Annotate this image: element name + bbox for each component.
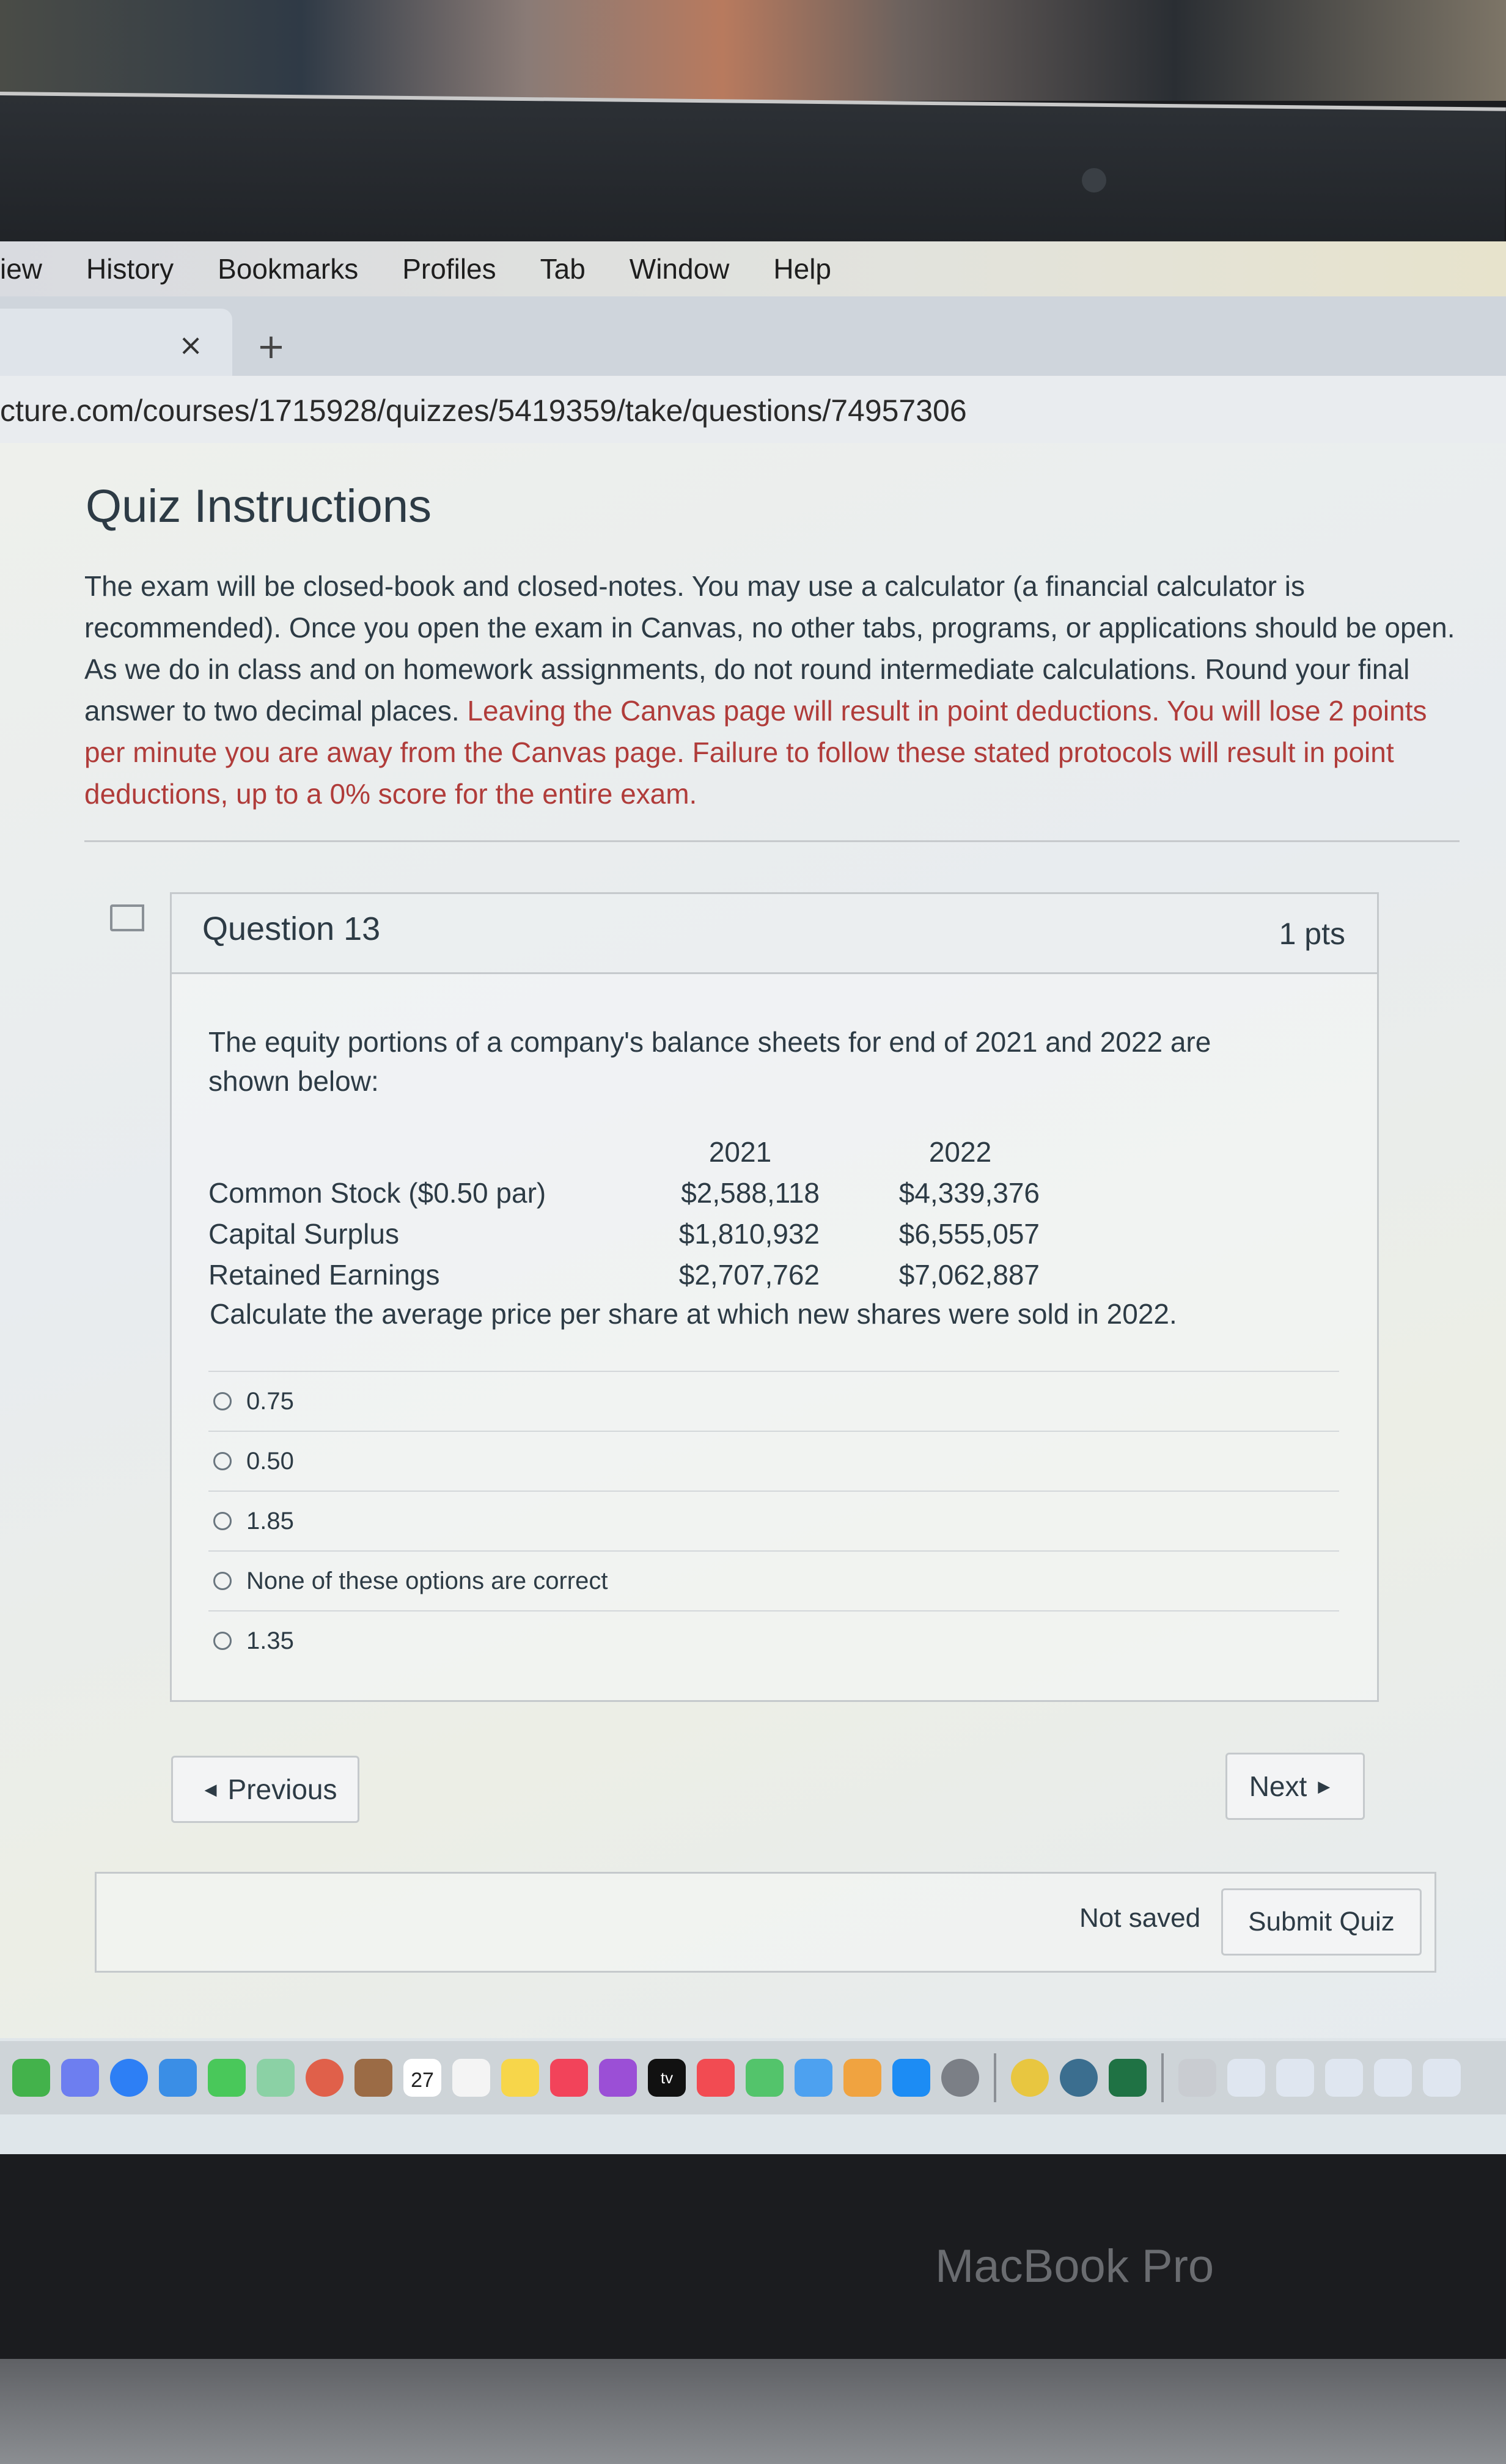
radio-button[interactable] xyxy=(213,1632,232,1650)
chevron-right-icon: ▶ xyxy=(1318,1777,1331,1795)
answer-option[interactable] xyxy=(208,1491,1339,1550)
answer-label[interactable]: 1.35 xyxy=(246,1627,294,1654)
menu-window[interactable]: Window xyxy=(629,253,730,285)
dock xyxy=(0,2041,1506,2114)
minimized-window-icon[interactable] xyxy=(1423,2059,1461,2097)
pages-icon[interactable] xyxy=(843,2059,881,2097)
contacts-icon[interactable] xyxy=(354,2059,392,2097)
question-card xyxy=(170,892,1379,1702)
music-icon[interactable] xyxy=(550,2059,588,2097)
maps-icon[interactable] xyxy=(257,2059,295,2097)
system-settings-icon[interactable] xyxy=(941,2059,979,2097)
question-text: The equity portions of a company's balance sheets for end of 2021 and 2022 are shown below: xyxy=(208,1026,1211,1097)
browser-tab[interactable] xyxy=(0,309,232,376)
url-text[interactable]: cture.com/courses/1715928/quizzes/5419359/take/questions/74957306 xyxy=(0,394,967,428)
quiz-instructions-text xyxy=(84,565,1466,815)
zoom-icon[interactable] xyxy=(1060,2059,1098,2097)
calendar-icon[interactable]: 27 xyxy=(403,2059,441,2097)
table-row xyxy=(208,1258,1186,1299)
question-title: Question 13 xyxy=(202,911,381,947)
table-header-row xyxy=(208,1135,1186,1176)
minimized-window-icon[interactable] xyxy=(1325,2059,1363,2097)
minimized-window-icon[interactable] xyxy=(1227,2059,1265,2097)
minimized-window-icon[interactable] xyxy=(1276,2059,1314,2097)
submit-bar xyxy=(95,1872,1436,1973)
radio-button[interactable] xyxy=(213,1572,232,1590)
downloads-icon[interactable] xyxy=(1178,2059,1216,2097)
radio-button[interactable] xyxy=(213,1452,232,1470)
address-bar[interactable] xyxy=(0,376,1506,444)
answer-option[interactable] xyxy=(208,1371,1339,1431)
instructions-normal: The exam will be closed-book and closed-notes. You may use a calculator (a financial calculator is recommended). Once you open the exam in Canvas, no other tabs, programs, or applications should be open. As we do in class and on homework assignments, do not round intermediate calculations. Round your final answer to two decimal places. xyxy=(84,570,1455,727)
row-label: Capital Surplus xyxy=(208,1218,399,1250)
menu-bookmarks[interactable]: Bookmarks xyxy=(218,253,359,285)
value-2021: $2,707,762 xyxy=(678,1259,820,1291)
news-icon[interactable] xyxy=(697,2059,735,2097)
radio-button[interactable] xyxy=(213,1392,232,1410)
camera xyxy=(1082,168,1106,193)
screen xyxy=(0,241,1506,2154)
question-header xyxy=(172,894,1377,974)
previous-label: Previous xyxy=(227,1773,337,1805)
previous-button[interactable] xyxy=(171,1756,359,1823)
answer-label[interactable]: 0.50 xyxy=(246,1447,294,1475)
question-points: 1 pts xyxy=(1279,917,1345,951)
safari-icon[interactable] xyxy=(110,2059,148,2097)
next-button[interactable] xyxy=(1225,1753,1365,1820)
submit-quiz-button[interactable]: Submit Quiz xyxy=(1221,1888,1422,1956)
value-2021: $2,588,118 xyxy=(681,1177,820,1209)
quiz-instructions-title: Quiz Instructions xyxy=(86,480,432,532)
divider xyxy=(84,840,1460,842)
table-header-2021: 2021 xyxy=(708,1136,772,1168)
background-room xyxy=(0,0,1506,101)
menu-tab[interactable]: Tab xyxy=(540,253,586,285)
notes-icon[interactable] xyxy=(501,2059,539,2097)
save-status: Not saved xyxy=(1079,1903,1201,1933)
value-2022: $7,062,887 xyxy=(898,1259,1040,1291)
instructions-warning: Leaving the Canvas page will result in point deductions. You will lose 2 points per minute you are away from the Canvas page. Failure to follow these stated protocols will result in point deductions, up to a 0% score for the entire exam. xyxy=(84,695,1427,810)
podcasts-icon[interactable] xyxy=(599,2059,637,2097)
radio-button[interactable] xyxy=(213,1512,232,1530)
menu-view[interactable]: iew xyxy=(0,253,43,285)
menu-profiles[interactable]: Profiles xyxy=(402,253,496,285)
tab-strip xyxy=(0,296,1506,376)
minimized-window-icon[interactable] xyxy=(1374,2059,1412,2097)
laptop-base xyxy=(0,2359,1506,2464)
launchpad-icon[interactable] xyxy=(61,2059,99,2097)
keynote-icon[interactable] xyxy=(795,2059,832,2097)
new-tab-icon[interactable]: + xyxy=(257,327,285,367)
photos-icon[interactable] xyxy=(306,2059,343,2097)
equity-table xyxy=(208,1135,1186,1299)
answer-option[interactable] xyxy=(208,1550,1339,1610)
row-label: Common Stock ($0.50 par) xyxy=(208,1177,546,1209)
value-2021: $1,810,932 xyxy=(678,1218,820,1250)
table-header-2022: 2022 xyxy=(928,1136,992,1168)
answer-list xyxy=(208,1371,1339,1670)
reminders-icon[interactable] xyxy=(452,2059,490,2097)
dock-separator xyxy=(994,2053,996,2102)
mail-icon[interactable] xyxy=(159,2059,197,2097)
question-prompt: Calculate the average price per share at which new shares were sold in 2022. xyxy=(210,1298,1177,1330)
flag-question-icon[interactable] xyxy=(110,904,144,931)
dock-separator xyxy=(1161,2053,1164,2102)
excel-icon[interactable] xyxy=(1109,2059,1147,2097)
macbook-label: MacBook Pro xyxy=(935,2240,1214,2292)
menu-bar xyxy=(0,241,1506,296)
page-content xyxy=(0,443,1506,2038)
row-label: Retained Earnings xyxy=(208,1259,440,1291)
answer-option[interactable] xyxy=(208,1431,1339,1491)
messages-icon[interactable] xyxy=(208,2059,246,2097)
value-2022: $6,555,057 xyxy=(898,1218,1040,1250)
menu-help[interactable]: Help xyxy=(773,253,832,285)
answer-option[interactable] xyxy=(208,1610,1339,1670)
menu-history[interactable]: History xyxy=(86,253,174,285)
table-row xyxy=(208,1176,1186,1217)
chrome-icon[interactable] xyxy=(1011,2059,1049,2097)
table-row xyxy=(208,1217,1186,1258)
close-tab-icon[interactable]: × xyxy=(178,328,204,362)
answer-label[interactable]: 0.75 xyxy=(246,1387,294,1415)
answer-label[interactable]: None of these options are correct xyxy=(246,1567,608,1594)
app-store-icon[interactable] xyxy=(892,2059,930,2097)
value-2022: $4,339,376 xyxy=(898,1177,1040,1209)
answer-label[interactable]: 1.85 xyxy=(246,1507,294,1535)
tv-icon[interactable]: tv xyxy=(648,2059,686,2097)
chevron-left-icon: ◀ xyxy=(204,1780,217,1799)
next-label: Next xyxy=(1249,1770,1307,1802)
numbers-icon[interactable] xyxy=(746,2059,784,2097)
facetime-icon[interactable] xyxy=(12,2059,50,2097)
